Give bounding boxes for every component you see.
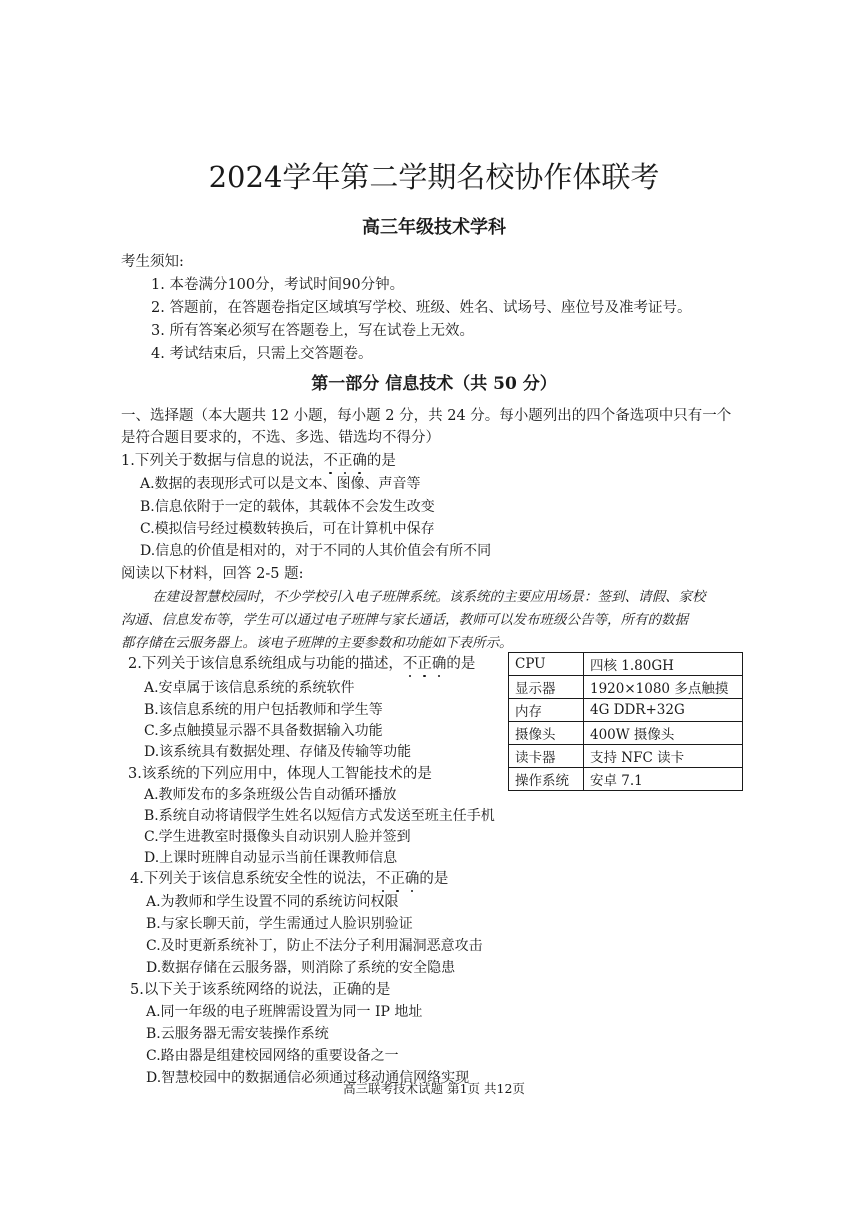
option-b: B.该信息系统的用户包括教师和学生等: [144, 702, 383, 718]
question-2-stem: [128, 652, 475, 673]
table-row: [509, 676, 743, 699]
notice-item: 3. 所有答案必须写在答题卷上，写在试卷上无效。: [151, 323, 474, 339]
notice-item: 2. 答题前，在答题卷指定区域填写学校、班级、姓名、试场号、座位号及准考证号。: [151, 300, 692, 316]
stem-text: 的是: [446, 656, 476, 672]
page-footer: 高三联考技术试题 第1页 共12页: [343, 1081, 525, 1096]
spec-value: 支持 NFC 读卡: [584, 745, 743, 768]
notice-item: 4. 考试结束后，只需上交答题卷。: [151, 346, 373, 362]
notice-item: 1. 本卷满分100分，考试时间90分钟。: [151, 277, 405, 293]
spec-key: 操作系统: [509, 768, 584, 791]
option-a: A.数据的表现形式可以是文本、图像、声音等: [140, 476, 421, 492]
material-line: 沟通、信息发布等，学生可以通过电子班牌与家长通话，教师可以发布班级公告等，所有的数据: [121, 612, 688, 628]
spec-value: 400W 摄像头: [584, 722, 743, 745]
exam-subtitle: 高三年级技术学科: [362, 217, 506, 238]
material-line: 都存储在云服务器上。该电子班牌的主要参数和功能如下表所示。: [121, 635, 513, 651]
part-heading-line: 是符合题目要求的，不选、多选、错选均不得分）: [121, 430, 440, 446]
option-b: B.云服务器无需安装操作系统: [146, 1026, 329, 1042]
spec-value: 安卓 7.1: [584, 768, 743, 791]
option-c: C.多点触摸显示器不具备数据输入功能: [144, 723, 383, 739]
option-c: C.学生进教室时摄像头自动识别人脸并签到: [144, 829, 411, 845]
emphasis-char: 不: [323, 449, 338, 470]
section-title: 第一部分 信息技术（共 50 分）: [311, 374, 557, 394]
emphasis-char: 确: [405, 867, 420, 888]
option-a: A.为教师和学生设置不同的系统访问权限: [146, 894, 399, 910]
emphasis-char: 确: [352, 449, 367, 470]
table-row: [509, 722, 743, 745]
table-row: [509, 699, 743, 722]
spec-key: CPU: [509, 653, 584, 676]
exam-title: 2024学年第二学期名校协作体联考: [208, 160, 660, 194]
emphasis-char: 正: [338, 449, 353, 470]
table-row: [509, 745, 743, 768]
material-line: 在建设智慧校园时，不少学校引入电子班牌系统。该系统的主要应用场景：签到、请假、家校: [152, 589, 706, 605]
spec-value: 四核 1.80GH: [584, 653, 743, 676]
option-a: A.安卓属于该信息系统的系统软件: [144, 680, 355, 696]
option-b: B.与家长聊天前，学生需通过人脸识别验证: [146, 916, 413, 932]
spec-value: 4G DDR+32G: [584, 699, 743, 722]
option-d: D.数据存储在云服务器，则消除了系统的安全隐患: [146, 960, 456, 976]
stem-text: 4.下列关于该信息系统安全性的说法，: [130, 871, 376, 887]
option-d: D.该系统具有数据处理、存储及传输等功能: [144, 744, 412, 760]
question-3-stem: 3.该系统的下列应用中，体现人工智能技术的是: [128, 766, 432, 782]
emphasis-char: 正: [417, 652, 432, 673]
question-1-stem: [121, 449, 396, 470]
spec-key: 内存: [509, 699, 584, 722]
table-row: [509, 768, 743, 791]
spec-key: 显示器: [509, 676, 584, 699]
option-c: C.路由器是组建校园网络的重要设备之一: [146, 1048, 399, 1064]
reading-prompt: 阅读以下材料，回答 2-5 题:: [121, 566, 304, 582]
option-b: B.系统自动将请假学生姓名以短信方式发送至班主任手机: [144, 808, 495, 824]
option-d: D.上课时班牌自动显示当前任课教师信息: [144, 850, 398, 866]
stem-text: 的是: [366, 453, 396, 469]
part-heading-line: 一、选择题（本大题共 12 小题，每小题 2 分，共 24 分。每小题列出的四个备选项中只有一个: [121, 408, 732, 424]
spec-key: 读卡器: [509, 745, 584, 768]
option-d: D.信息的价值是相对的，对于不同的人其价值会有所不同: [140, 543, 492, 559]
emphasis-char: 确: [432, 652, 447, 673]
question-4-stem: [130, 867, 448, 888]
emphasis-char: 正: [390, 867, 405, 888]
stem-text: 1.下列关于数据与信息的说法，: [121, 453, 324, 469]
table-row: [509, 653, 743, 676]
option-a: A.同一年级的电子班牌需设置为同一 IP 地址: [146, 1004, 423, 1020]
option-c: C.模拟信号经过模数转换后，可在计算机中保存: [140, 521, 435, 537]
option-a: A.教师发布的多条班级公告自动循环播放: [144, 787, 397, 803]
spec-key: 摄像头: [509, 722, 584, 745]
spec-value: 1920×1080 多点触摸: [584, 676, 743, 699]
option-d: D.智慧校园中的数据通信必须通过移动通信网络实现: [146, 1070, 470, 1086]
spec-table: [508, 652, 743, 791]
stem-text: 的是: [419, 871, 449, 887]
notice-heading: 考生须知:: [121, 254, 184, 270]
emphasis-char: 不: [376, 867, 391, 888]
emphasis-char: 不: [403, 652, 418, 673]
stem-text: 2.下列关于该信息系统组成与功能的描述，: [128, 656, 403, 672]
question-5-stem: 5.以下关于该系统网络的说法，正确的是: [130, 982, 391, 998]
option-c: C.及时更新系统补丁，防止不法分子利用漏洞恶意攻击: [146, 938, 483, 954]
option-b: B.信息依附于一定的载体，其载体不会发生改变: [140, 499, 435, 515]
